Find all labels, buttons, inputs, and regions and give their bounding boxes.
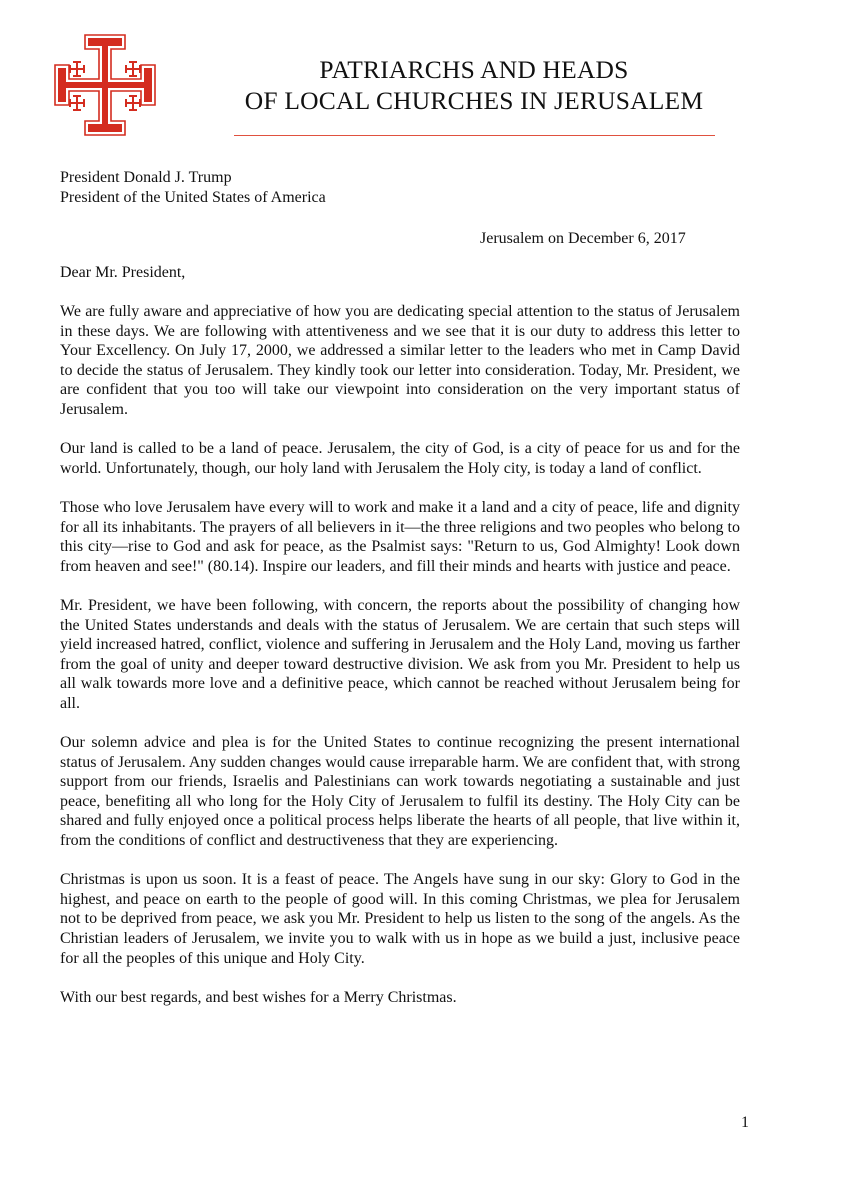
paragraph: Mr. President, we have been following, with concern, the reports about the possibility of changing how the United States understands and deals with the status of Jerusalem. We are certain that such steps will yield increased hatred, conflict, violence and suffering in Jerusalem and the Holy Land, moving us farther from the goal of unity and deeper toward destructive division. We ask from you Mr. President to help us all walk towards more love and a definitive peace, which cannot be reached without Jerusalem being for all. [60,596,740,712]
closing-line: With our best regards, and best wishes for a Merry Christmas. [60,988,457,1006]
letterhead-title [234,54,714,116]
paragraph: Christmas is upon us soon. It is a feast of peace. The Angels have sung in our sky: Glory to God in the highest, and peace on earth to the people of good will. In this coming Christmas, we plea for Jerusalem not to be deprived from peace, we ask you Mr. President to help us listen to the song of the angels. As the Christian leaders of Jerusalem, we invite you to walk with us in hope as we build a just, inclusive peace for all the peoples of this unique and Holy City. [60,871,740,967]
recipient-name: President Donald J. Trump [60,169,232,186]
paragraph: Our solemn advice and plea is for the United States to continue recognizing the present international status of Jerusalem. Any sudden changes would cause irreparable harm. We are confident that, with strong support from our friends, Israelis and Palestinians can work towards negotiating a sustainable and just peace, benefiting all who long for the Holy City of Jerusalem to fulfil its destiny. The Holy City can be shared and fully enjoyed once a political process helps liberate the hearts of all people, that live within it, from the conditions of conflict and destructiveness that they are experiencing. [60,734,740,850]
letterhead-rule [234,135,715,136]
recipient-block [60,168,326,208]
letterhead-line-1: PATRIARCHS AND HEADS [319,55,629,84]
salutation: Dear Mr. President, [60,264,186,281]
recipient-title: President of the United States of America [60,189,326,206]
date-line: Jerusalem on December 6, 2017 [480,230,686,247]
jerusalem-cross-icon [52,32,158,138]
page-number: 1 [741,1114,749,1131]
paragraph: Those who love Jerusalem have every will to work and make it a land and a city of peace, life and dignity for all its inhabitants. The prayers of all believers in it—the three religions and two peoples who belong to this city—rise to God and ask for peace, as the Psalmist says: "Return to us, God Almighty! Look down from heaven and see!" (80.14). Inspire our leaders, and fill their minds and hearts with justice and peace. [60,498,740,575]
letter-body [60,302,740,1027]
paragraph: Our land is called to be a land of peace. Jerusalem, the city of God, is a city of peace for us and for the world. Unfortunately, though, our holy land with Jerusalem the Holy city, is today a land of conflict. [60,440,740,477]
letterhead-line-2: OF LOCAL CHURCHES IN JERUSALEM [244,86,704,115]
paragraph: We are fully aware and appreciative of how you are dedicating special attention to the status of Jerusalem in these days. We are following with attentiveness and we see that it is our duty to address this letter to Your Excellency. On July 17, 2000, we addressed a similar letter to the leaders who met in Camp David to decide the status of Jerusalem. They kindly took our letter into consideration. Today, Mr. President, we are confident that you too will take our viewpoint into consideration on the very important status of Jerusalem. [60,303,740,418]
